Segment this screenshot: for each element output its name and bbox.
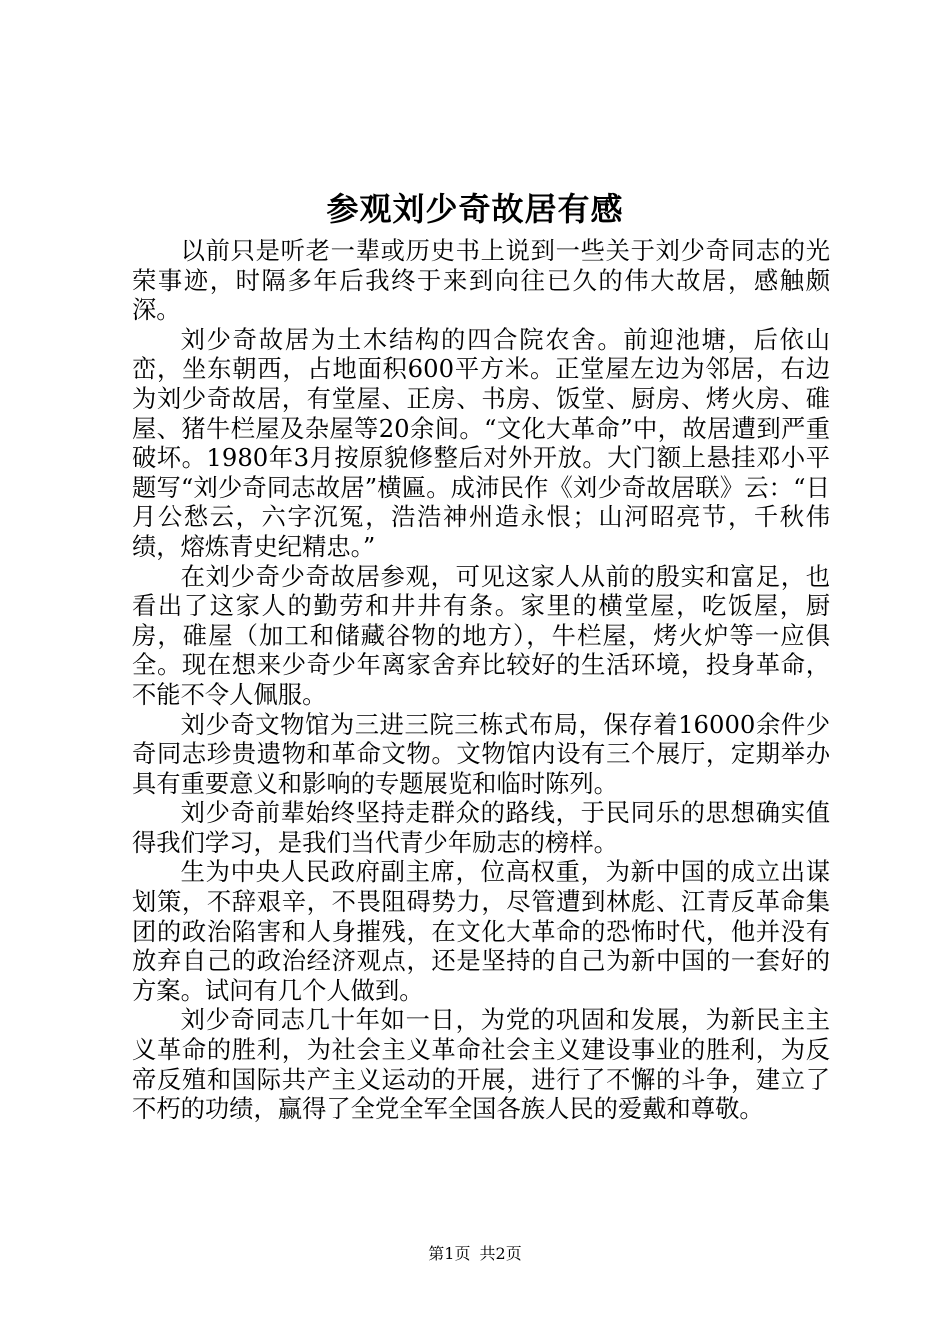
paragraph: 以前只是听老一辈或历史书上说到一些关于刘少奇同志的光荣事迹，时隔多年后我终于来到向往已久的伟大故居，感触颇深。: [132, 236, 830, 325]
page-total: 共2页: [479, 1244, 522, 1263]
page-footer: [0, 1242, 950, 1266]
paragraph: 刘少奇文物馆为三进三院三栋式布局，保存着16000余件少奇同志珍贵遗物和革命文物。文物馆内设有三个展厅，定期举办具有重要意义和影响的专题展览和临时陈列。: [132, 709, 830, 798]
document-title: 参观刘少奇故居有感: [326, 190, 624, 228]
paragraph: 刘少奇前辈始终坚持走群众的路线，于民同乐的思想确实值得我们学习，是我们当代青少年励志的榜样。: [132, 798, 830, 857]
paragraph: 在刘少奇少奇故居参观，可见这家人从前的殷实和富足，也看出了这家人的勤劳和井井有条。家里的横堂屋，吃饭屋，厨房，碓屋（加工和储藏谷物的地方），牛栏屋，烤火炉等一应俱全。现在想来少奇少年离家舍弃比较好的生活环境，投身革命，不能不令人佩服。: [132, 561, 830, 709]
paragraph: 刘少奇同志几十年如一日，为党的巩固和发展，为新民主主义革命的胜利，为社会主义革命社会主义建设事业的胜利，为反帝反殖和国际共产主义运动的开展，进行了不懈的斗争，建立了不朽的功绩，赢得了全党全军全国各族人民的爱戴和尊敬。: [132, 1005, 830, 1124]
page-number: 第1页: [428, 1244, 471, 1263]
paragraph: 生为中央人民政府副主席，位高权重，为新中国的成立出谋划策，不辞艰辛，不畏阻碍势力，尽管遭到林彪、江青反革命集团的政治陷害和人身摧残，在文化大革命的恐怖时代，他并没有放弃自己的政治经济观点，还是坚持的自己为新中国的一套好的方案。试问有几个人做到。: [132, 857, 830, 1005]
document-body: [132, 236, 830, 1124]
paragraph: 刘少奇故居为土木结构的四合院农舍。前迎池塘，后依山峦，坐东朝西，占地面积600平方米。正堂屋左边为邻居，右边为刘少奇故居，有堂屋、正房、书房、饭堂、厨房、烤火房、碓屋、猪牛栏屋及杂屋等20余间。“文化大革命”中，故居遭到严重破坏。1980年3月按原貌修整后对外开放。大门额上悬挂邓小平题写“刘少奇同志故居”横匾。成沛民作《刘少奇故居联》云：“日月公愁云，六字沉冤，浩浩神州造永恨；山河昭亮节，千秋伟绩，熔炼青史纪精忠。”: [132, 324, 830, 561]
